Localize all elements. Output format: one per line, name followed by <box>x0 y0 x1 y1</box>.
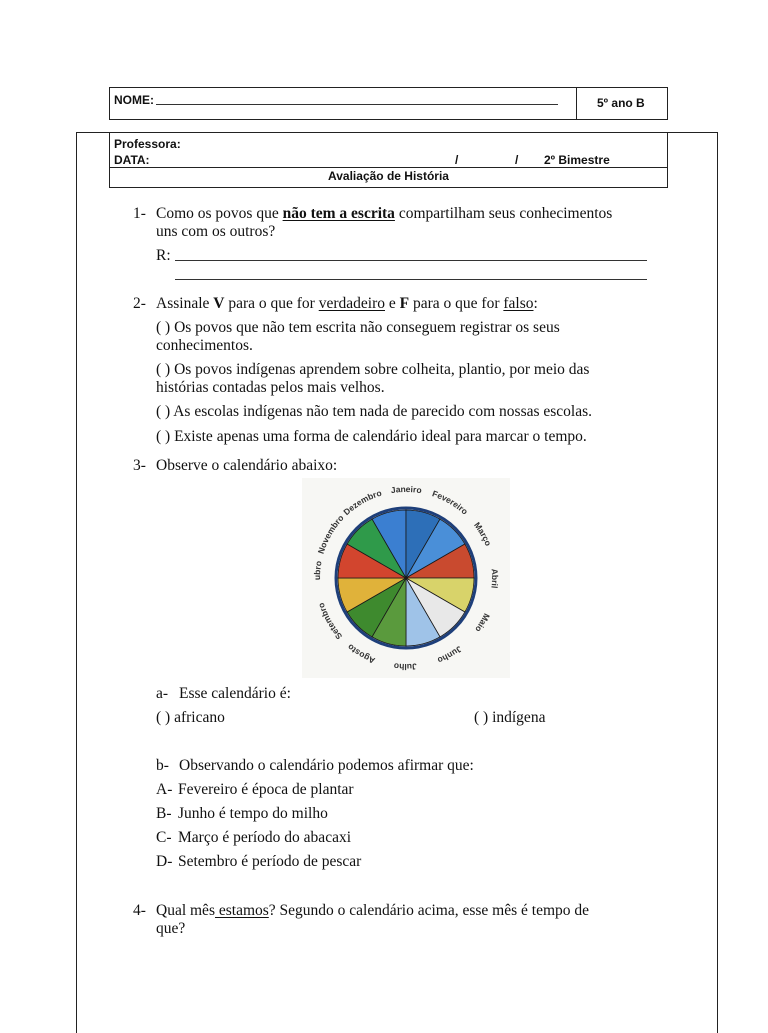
calendar-month-label: ubro <box>311 560 324 581</box>
q1-text-post: compartilham seus conhecimentos <box>394 205 613 222</box>
header-name-box <box>109 87 668 120</box>
q3b-option-letter[interactable]: A- <box>156 781 173 798</box>
calendar-month-label: Setembro <box>315 601 345 642</box>
q1-answer-line[interactable] <box>175 260 647 261</box>
turma-label: 5º ano B <box>597 96 645 110</box>
q3b-option-text: Fevereiro é época de plantar <box>178 781 354 798</box>
q4-number: 4- <box>133 902 146 919</box>
professora-label: Professora: <box>114 137 181 151</box>
q2-item-cont: conhecimentos. <box>156 337 253 354</box>
q3b-option-text: Setembro é período de pescar <box>178 853 362 870</box>
q3b-text: Observando o calendário podemos afirmar que: <box>179 757 474 774</box>
q3-text: Observe o calendário abaixo: <box>156 457 338 474</box>
q2-text-part: para o que for <box>409 295 504 312</box>
q1-answer-line[interactable] <box>175 279 647 280</box>
q3a-text: Esse calendário é: <box>179 685 291 702</box>
q2-number: 2- <box>133 295 146 312</box>
q2-text <box>156 295 538 313</box>
q2-item-cont: histórias contadas pelos mais velhos. <box>156 379 385 396</box>
q3b-option-text: Junho é tempo do milho <box>178 805 328 822</box>
calendar-month-label: Agosto <box>345 642 377 666</box>
calendar-month-label: Junho <box>436 644 464 666</box>
q2-text-part: para o que for <box>224 295 319 312</box>
calendar-month-label: Fevereiro <box>430 488 470 517</box>
q2-item[interactable]: ( ) Existe apenas uma forma de calendário ideal para marcar o tempo. <box>156 428 587 445</box>
q2-text-part: e <box>385 295 400 312</box>
calendar-month-label: Abril <box>489 568 501 589</box>
q3b-option-letter[interactable]: C- <box>156 829 172 846</box>
calendar-wheel <box>302 478 510 678</box>
calendar-month-label: Janeiro <box>390 483 423 496</box>
q4-text-line2: que? <box>156 920 186 937</box>
q1-number: 1- <box>133 205 146 222</box>
q4-text-part: Qual mês <box>156 902 215 919</box>
q4-estamos: estamos <box>214 902 269 919</box>
q2-v: V <box>213 295 225 312</box>
q3a-option-africano[interactable]: ( ) africano <box>156 709 225 726</box>
nome-label: NOME: <box>114 93 154 107</box>
indigenous-calendar-image <box>302 478 510 678</box>
q1-text-line2: uns com os outros? <box>156 223 276 240</box>
date-separator: / <box>515 153 519 167</box>
calendar-month-label: Março <box>472 520 494 548</box>
q1-text <box>156 205 612 223</box>
q3b-option-letter[interactable]: B- <box>156 805 172 822</box>
q2-text-part: Assinale <box>156 295 214 312</box>
nome-line[interactable] <box>156 104 558 105</box>
q1-text-bold: não tem a escrita <box>282 205 395 222</box>
q3a-label: a- <box>156 685 169 702</box>
calendar-month-label: Julho <box>393 661 418 673</box>
q3-number: 3- <box>133 457 146 474</box>
q4-text-part: ? Segundo o calendário acima, esse mês é tempo de <box>268 902 590 919</box>
calendar-month-label: Dezembro <box>341 487 383 518</box>
q2-falso: falso <box>503 295 534 312</box>
header-divider <box>576 88 577 119</box>
bimestre-label: 2º Bimestre <box>544 153 610 167</box>
q2-verdadeiro: verdadeiro <box>318 295 385 312</box>
q2-item[interactable]: ( ) As escolas indígenas não tem nada de parecido com nossas escolas. <box>156 403 593 420</box>
q2-item[interactable]: ( ) Os povos que não tem escrita não conseguem registrar os seus <box>156 319 560 336</box>
calendar-month-label: Maio <box>473 611 492 635</box>
q2-text-part: : <box>533 295 538 312</box>
date-separator: / <box>455 153 459 167</box>
q3b-option-text: Março é período do abacaxi <box>178 829 352 846</box>
q3b-label: b- <box>156 757 169 774</box>
q3b-option-letter[interactable]: D- <box>156 853 173 870</box>
data-label: DATA: <box>114 153 150 167</box>
q2-item[interactable]: ( ) Os povos indígenas aprendem sobre colheita, plantio, por meio das <box>156 361 590 378</box>
calendar-month-label: Novembro <box>315 512 346 556</box>
q1-answer-label: R: <box>156 247 171 264</box>
q3a-option-indigena[interactable]: ( ) indígena <box>474 709 546 726</box>
page-title: Avaliação de História <box>328 169 449 183</box>
q4-text <box>156 902 589 920</box>
header-info-box <box>109 132 668 188</box>
q1-text-pre: Como os povos que <box>156 205 283 222</box>
header-rule <box>110 167 667 168</box>
q2-f: F <box>399 295 410 312</box>
